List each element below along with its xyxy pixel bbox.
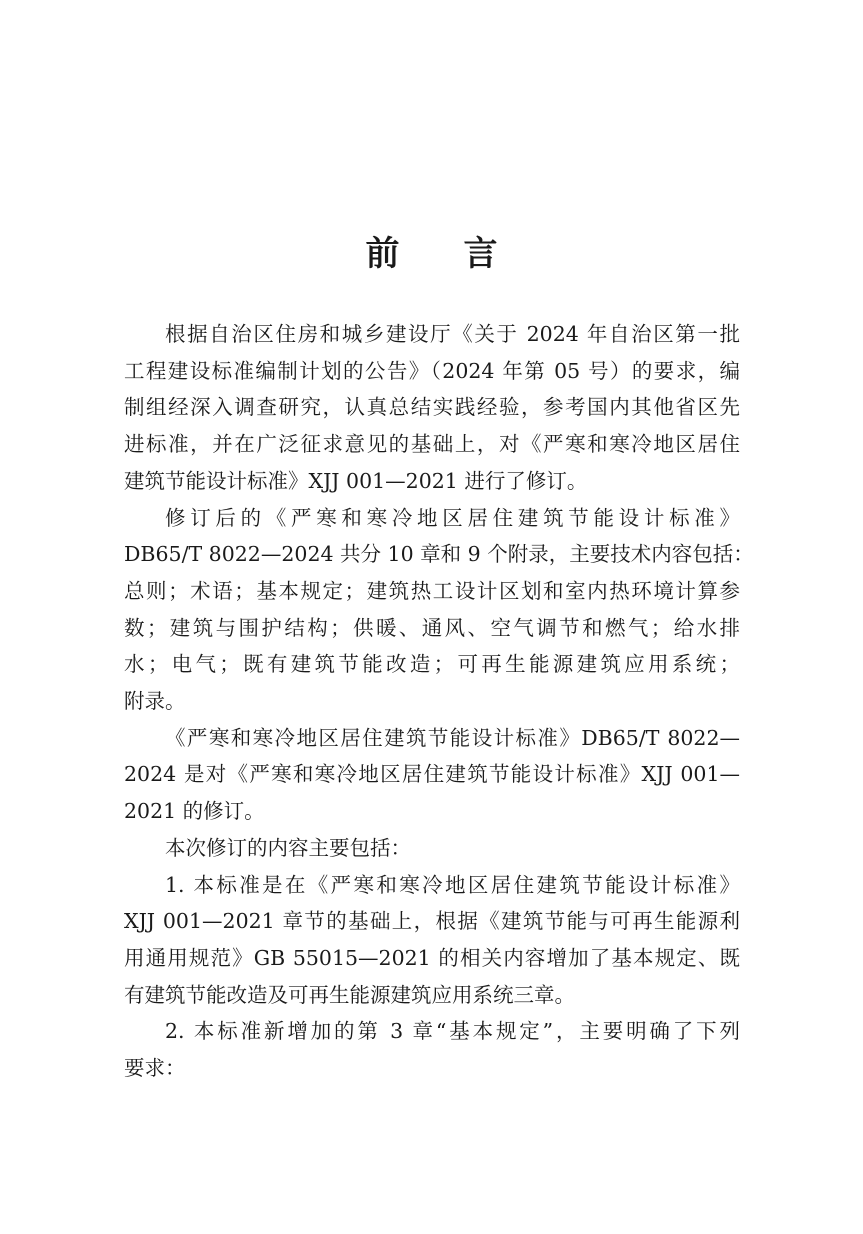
text-line: 要求： [124, 1056, 186, 1081]
preface-body [124, 316, 754, 1087]
title-char-2: 言 [463, 234, 498, 274]
text-line: 2024 是对《严寒和寒冷地区居住建筑节能设计标准》XJJ 001— [124, 762, 740, 787]
paragraph [124, 720, 740, 830]
text-line: 2. 本标准新增加的第 3 章“基本规定”，主要明确了下列 [165, 1019, 740, 1044]
paragraph [124, 1013, 740, 1086]
text-line: 建筑节能设计标准》XJJ 001—2021 进行了修订。 [124, 468, 588, 493]
text-line: 《严寒和寒冷地区居住建筑节能设计标准》DB65/T 8022— [165, 725, 740, 750]
text-line: 进标准，并在广泛征求意见的基础上，对《严寒和寒冷地区居住 [124, 432, 740, 457]
text-line: 工程建设标准编制计划的公告》（2024 年第 05 号）的要求，编 [124, 358, 740, 383]
text-line: DB65/T 8022—2024 共分 10 章和 9 个附录，主要技术内容包括： [124, 542, 754, 567]
text-line: 2021 的修订。 [124, 799, 265, 824]
text-line: 用通用规范》GB 55015—2021 的相关内容增加了基本规定、既 [124, 945, 740, 970]
text-line: 制组经深入调查研究，认真总结实践经验，参考国内其他省区先 [124, 395, 740, 420]
paragraph [124, 867, 740, 1014]
text-line: 有建筑节能改造及可再生能源建筑应用系统三章。 [124, 982, 575, 1007]
text-line: 1. 本标准是在《严寒和寒冷地区居住建筑节能设计标准》 [165, 872, 740, 897]
paragraph [124, 830, 740, 867]
text-line: 附录。 [124, 689, 186, 714]
page-title [0, 228, 863, 280]
text-line: 修订后的《严寒和寒冷地区居住建筑节能设计标准》 [165, 505, 740, 530]
text-line: 本次修订的内容主要包括： [165, 835, 411, 860]
text-line: 总则；术语；基本规定；建筑热工设计区划和室内热环境计算参 [124, 578, 740, 603]
text-line: 数；建筑与围护结构；供暖、通风、空气调节和燃气；给水排 [124, 615, 740, 640]
text-line: 根据自治区住房和城乡建设厅《关于 2024 年自治区第一批 [165, 322, 740, 346]
paragraph [124, 316, 740, 500]
text-line: 水；电气；既有建筑节能改造；可再生能源建筑应用系统； [124, 652, 740, 677]
paragraph [124, 500, 754, 720]
title-char-1: 前 [365, 234, 400, 274]
text-line: XJJ 001—2021 章节的基础上，根据《建筑节能与可再生能源利 [124, 909, 740, 934]
